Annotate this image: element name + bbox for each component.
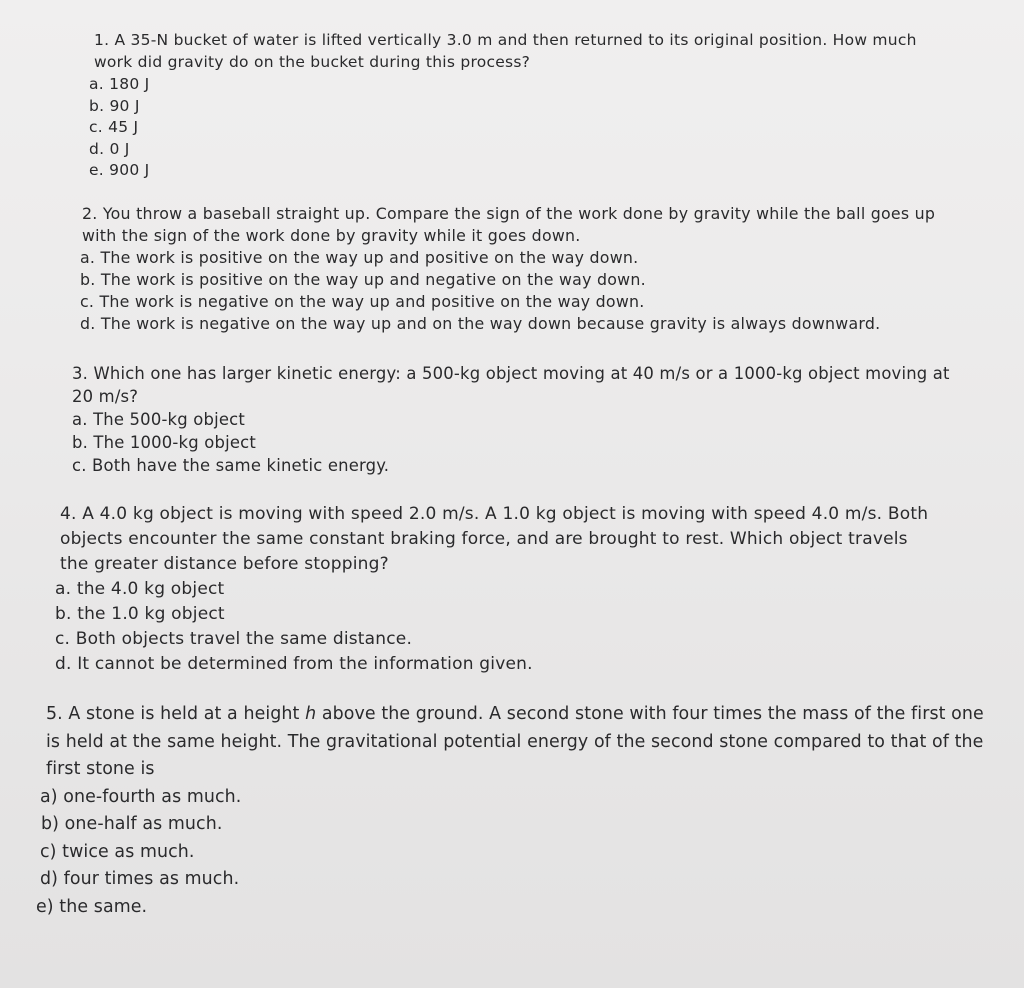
question-3-options: [72, 408, 952, 477]
question-5-option-a: a) one-fourth as much.: [40, 786, 242, 807]
question-4: [55, 502, 940, 677]
question-2-option-a: a. The work is positive on the way up and positive on the way down.: [80, 248, 639, 267]
question-5: [36, 701, 986, 921]
question-5-options: [36, 784, 986, 922]
question-1-option-a: a. 180 J: [89, 75, 150, 93]
question-1-option-b: b. 90 J: [89, 96, 140, 115]
question-2-options: [80, 247, 952, 335]
question-5-height-variable: h: [305, 704, 317, 724]
question-5-stem-start: 5. A stone is held at a height: [46, 704, 306, 724]
question-3-option-b: b. The 1000-kg object: [72, 433, 256, 452]
question-4-stem: 4. A 4.0 kg object is moving with speed 2.0 m/s. A 1.0 kg object is moving with speed 4.0 m/s. Both objects encounter the same constant braking force, and are brought to rest. Which object travels the greater distance before stopping?: [60, 504, 929, 574]
question-4-option-a: a. the 4.0 kg object: [55, 579, 225, 599]
question-5-option-c: c) twice as much.: [40, 841, 195, 862]
question-5-option-b: b) one-half as much.: [41, 814, 223, 834]
question-1-option-d: d. 0 J: [89, 139, 130, 158]
question-2-stem: 2. You throw a baseball straight up. Compare the sign of the work done by gravity while the ball goes up with the sign of the work done by gravity while it goes down.: [82, 204, 936, 245]
question-2: [82, 203, 952, 335]
question-5-stem: [46, 701, 986, 784]
question-3-option-a: a. The 500-kg object: [72, 410, 245, 429]
question-4-option-b: b. the 1.0 kg object: [55, 604, 225, 624]
question-2-option-b: b. The work is positive on the way up and negative on the way down.: [80, 270, 646, 289]
question-1-options: [89, 74, 924, 182]
question-3-option-c: c. Both have the same kinetic energy.: [72, 456, 390, 475]
question-5-option-d: d) four times as much.: [40, 869, 240, 889]
question-3-stem: 3. Which one has larger kinetic energy: a 500-kg object moving at 40 m/s or a 1000-kg object moving at 20 m/s?: [72, 364, 950, 406]
question-4-options: [55, 577, 940, 677]
question-3: [72, 362, 952, 477]
question-1-option-e: e. 900 J: [89, 161, 150, 179]
question-1: [89, 30, 924, 182]
question-4-option-d: d. It cannot be determined from the information given.: [55, 654, 533, 674]
question-2-option-c: c. The work is negative on the way up and positive on the way down.: [80, 292, 645, 311]
question-5-option-e: e) the same.: [36, 896, 148, 917]
question-1-option-c: c. 45 J: [89, 118, 139, 136]
question-4-option-c: c. Both objects travel the same distance.: [55, 629, 413, 649]
question-1-stem: 1. A 35-N bucket of water is lifted vertically 3.0 m and then returned to its original position. How much work did gravity do on the bucket during this process?: [94, 31, 917, 71]
question-5-stem-end: above the ground. A second stone with four times the mass of the first one is held at the same height. The gravitational potential energy of the second stone compared to that of the first stone is: [46, 704, 984, 779]
question-2-option-d: d. The work is negative on the way up and on the way down because gravity is always downward.: [80, 314, 881, 333]
